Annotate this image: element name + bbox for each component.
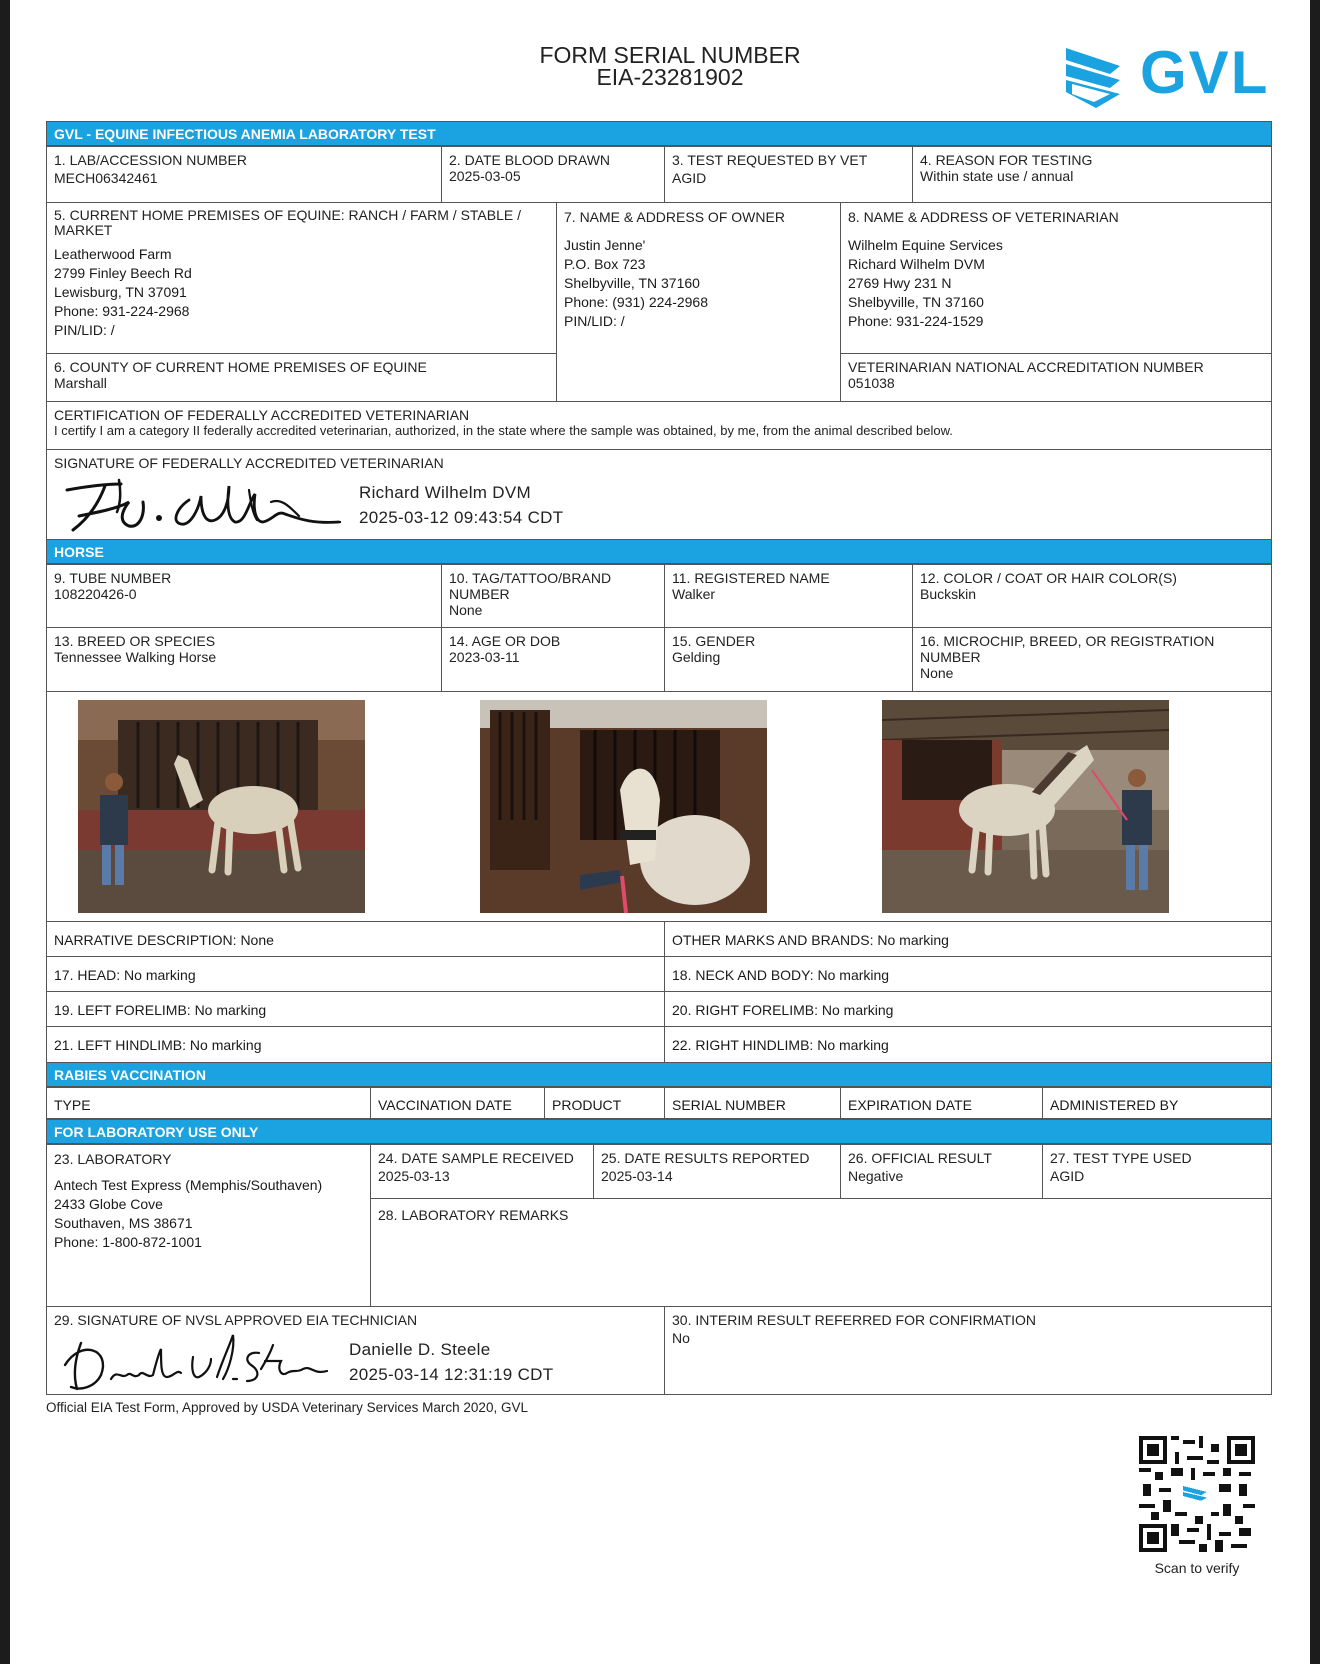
- laboratory-address: [54, 1176, 363, 1252]
- accreditation-value: 051038: [848, 375, 895, 391]
- age-cell: [441, 627, 665, 692]
- microchip-cell: [912, 627, 1272, 692]
- other-marks-value: No marking: [877, 932, 949, 948]
- reason-value: Within state use / annual: [920, 168, 1074, 184]
- right-hindlimb-label: 22. RIGHT HINDLIMB:: [672, 1037, 814, 1053]
- narrative-value: None: [240, 932, 274, 948]
- breed-label: 13. BREED OR SPECIES: [54, 633, 216, 649]
- received-value: 2025-03-13: [378, 1168, 450, 1184]
- gender-label: 15. GENDER: [672, 633, 756, 649]
- owner-line: Shelbyville, TN 37160: [564, 275, 700, 291]
- vet-signature-cell: [46, 449, 1272, 540]
- premises-line: Leatherwood Farm: [54, 246, 172, 262]
- narrative-label: NARRATIVE DESCRIPTION:: [54, 932, 237, 948]
- laboratory-cell: [46, 1144, 371, 1307]
- vet-address: [848, 236, 1264, 331]
- vet-line: Richard Wilhelm DVM: [848, 256, 985, 272]
- color-value: Buckskin: [920, 586, 977, 602]
- premises-line: PIN/LID: /: [54, 322, 115, 338]
- right-forelimb-value: No marking: [821, 1002, 894, 1018]
- interim-value: No: [672, 1330, 690, 1346]
- laboratory-line: Southaven, MS 38671: [54, 1215, 193, 1231]
- reported-value: 2025-03-14: [601, 1168, 673, 1184]
- official-result-value: Negative: [848, 1168, 904, 1184]
- vet-signature-label: SIGNATURE OF FEDERALLY ACCREDITED VETERINARIAN: [54, 455, 444, 471]
- certification-label: CERTIFICATION OF FEDERALLY ACCREDITED VETERINARIAN: [54, 407, 470, 423]
- gvl-logo-icon: [1062, 44, 1124, 110]
- other-marks-label: OTHER MARKS AND BRANDS:: [672, 932, 874, 948]
- owner-label: 7. NAME & ADDRESS OF OWNER: [564, 209, 785, 225]
- lab-remarks-label: 28. LABORATORY REMARKS: [378, 1207, 569, 1223]
- vet-signature-name: Richard Wilhelm DVM: [359, 483, 531, 502]
- date-drawn-cell: [441, 146, 665, 203]
- breed-value: Tennessee Walking Horse: [54, 649, 217, 665]
- premises-address: [54, 245, 549, 340]
- reason-cell: [912, 146, 1272, 203]
- accreditation-cell: [840, 353, 1272, 402]
- owner-address: [564, 236, 833, 331]
- left-hindlimb-cell: [46, 1026, 665, 1063]
- accession-value: MECH06342461: [54, 170, 158, 186]
- reason-label: 4. REASON FOR TESTING: [920, 152, 1093, 168]
- test-requested-label: 3. TEST REQUESTED BY VET: [672, 152, 868, 168]
- accreditation-label: VETERINARIAN NATIONAL ACCREDITATION NUMBER: [848, 359, 1204, 375]
- premises-label: 5. CURRENT HOME PREMISES OF EQUINE: RANCH / FARM / STABLE / MARKET: [54, 207, 521, 238]
- footer-text: Official EIA Test Form, Approved by USDA Veterinary Services March 2020, GVL: [46, 1400, 528, 1415]
- lab-remarks-cell: [370, 1198, 1272, 1307]
- form-page: [10, 0, 1310, 1664]
- official-result-cell: [840, 1144, 1043, 1199]
- owner-line: Phone: (931) 224-2968: [564, 294, 708, 310]
- left-hindlimb-label: 21. LEFT HINDLIMB:: [54, 1037, 187, 1053]
- registered-name-label: 11. REGISTERED NAME: [672, 570, 830, 586]
- tech-signature-label: 29. SIGNATURE OF NVSL APPROVED EIA TECHNICIAN: [54, 1312, 418, 1328]
- owner-line: Justin Jenne': [564, 237, 646, 253]
- right-forelimb-label: 20. RIGHT FORELIMB:: [672, 1002, 818, 1018]
- rabies-col-product: PRODUCT: [544, 1087, 665, 1119]
- owner-line: PIN/LID: /: [564, 313, 625, 329]
- microchip-label: 16. MICROCHIP, BREED, OR REGISTRATION NUMBER: [920, 633, 1215, 665]
- left-hindlimb-value: No marking: [189, 1037, 262, 1053]
- tech-signature-name: Danielle D. Steele: [349, 1340, 491, 1359]
- qr-code-icon[interactable]: [1139, 1436, 1255, 1552]
- official-result-label: 26. OFFICIAL RESULT: [848, 1150, 992, 1166]
- gender-value: Gelding: [672, 649, 721, 665]
- left-forelimb-label: 19. LEFT FORELIMB:: [54, 1002, 191, 1018]
- right-hindlimb-value: No marking: [817, 1037, 889, 1053]
- registered-name-cell: [664, 564, 913, 628]
- horse-photo-right: [882, 700, 1169, 913]
- reported-cell: [593, 1144, 841, 1199]
- vet-line: Wilhelm Equine Services: [848, 237, 1003, 253]
- tech-signature-cell: [46, 1306, 665, 1395]
- narrative-cell: [46, 921, 665, 957]
- gvl-logo: [1062, 39, 1282, 108]
- head-cell: [46, 956, 665, 992]
- tech-signature-image: [61, 1329, 331, 1395]
- tech-signature-timestamp: 2025-03-14 12:31:19 CDT: [349, 1365, 554, 1384]
- vet-line: 2769 Hwy 231 N: [848, 275, 952, 291]
- test-type-label: 27. TEST TYPE USED: [1050, 1150, 1192, 1166]
- right-hindlimb-cell: [664, 1026, 1272, 1063]
- owner-line: P.O. Box 723: [564, 256, 646, 272]
- premises-line: Phone: 931-224-2968: [54, 303, 190, 319]
- breed-cell: [46, 627, 442, 692]
- tube-value: 108220426-0: [54, 586, 137, 602]
- vet-signature-image: [59, 472, 349, 536]
- received-cell: [370, 1144, 594, 1199]
- logo-text: GVL: [1140, 39, 1270, 106]
- serial-label: FORM SERIAL NUMBER: [539, 42, 801, 68]
- tag-value: None: [449, 602, 483, 618]
- rabies-col-vaccination-date: VACCINATION DATE: [370, 1087, 545, 1119]
- section-lab-title: FOR LABORATORY USE ONLY: [46, 1119, 1272, 1144]
- vet-cell: [840, 202, 1272, 354]
- interim-label: 30. INTERIM RESULT REFERRED FOR CONFIRMATION: [672, 1312, 1037, 1328]
- serial-number: EIA-23281902: [596, 64, 744, 90]
- tube-label: 9. TUBE NUMBER: [54, 570, 172, 586]
- tube-cell: [46, 564, 442, 628]
- certification-cell: [46, 401, 1272, 450]
- left-forelimb-value: No marking: [194, 1002, 267, 1018]
- horse-photo-left: [78, 700, 365, 913]
- laboratory-label: 23. LABORATORY: [54, 1151, 172, 1167]
- section-test-title: GVL - EQUINE INFECTIOUS ANEMIA LABORATORY TEST: [46, 121, 1272, 146]
- rabies-col-serial: SERIAL NUMBER: [664, 1087, 841, 1119]
- neck-body-label: 18. NECK AND BODY:: [672, 967, 814, 983]
- section-horse-title: HORSE: [46, 539, 1272, 564]
- right-forelimb-cell: [664, 991, 1272, 1027]
- accession-label: 1. LAB/ACCESSION NUMBER: [54, 152, 247, 168]
- test-type-value: AGID: [1050, 1168, 1085, 1184]
- registered-name-value: Walker: [672, 586, 716, 602]
- received-label: 24. DATE SAMPLE RECEIVED: [378, 1150, 574, 1166]
- neck-body-value: No marking: [817, 967, 890, 983]
- left-forelimb-cell: [46, 991, 665, 1027]
- age-label: 14. AGE OR DOB: [449, 633, 561, 649]
- owner-cell: [556, 202, 841, 402]
- horse-photo-center: [480, 700, 767, 913]
- section-rabies-title: RABIES VACCINATION: [46, 1062, 1272, 1087]
- head-label: 17. HEAD:: [54, 967, 121, 983]
- color-label: 12. COLOR / COAT OR HAIR COLOR(S): [920, 570, 1177, 586]
- certification-text: I certify I am a category II federally accredited veterinarian, authorized, in the state where the sample was obtained, by me, from the animal described below.: [54, 423, 953, 438]
- tag-cell: [441, 564, 665, 628]
- tech-signature-info: [349, 1337, 553, 1387]
- county-label: 6. COUNTY OF CURRENT HOME PREMISES OF EQUINE: [54, 359, 427, 375]
- neck-body-cell: [664, 956, 1272, 992]
- age-value: 2023-03-11: [449, 649, 520, 665]
- rabies-col-type: TYPE: [46, 1087, 371, 1119]
- test-type-cell: [1042, 1144, 1272, 1199]
- vet-line: Shelbyville, TN 37160: [848, 294, 984, 310]
- interim-cell: [664, 1306, 1272, 1395]
- laboratory-line: 2433 Globe Cove: [54, 1196, 163, 1212]
- head-value: No marking: [124, 967, 196, 983]
- scan-to-verify: Scan to verify: [1154, 1560, 1240, 1576]
- microchip-value: None: [920, 665, 954, 681]
- county-cell: [46, 353, 557, 402]
- accession-cell: [46, 146, 442, 203]
- vet-signature-info: [359, 480, 563, 530]
- vet-line: Phone: 931-224-1529: [848, 313, 984, 329]
- rabies-col-expiration: EXPIRATION DATE: [840, 1087, 1043, 1119]
- premises-line: 2799 Finley Beech Rd: [54, 265, 192, 281]
- test-requested-value: AGID: [672, 170, 707, 186]
- county-value: Marshall: [54, 375, 107, 391]
- vet-label: 8. NAME & ADDRESS OF VETERINARIAN: [848, 209, 1119, 225]
- premises-cell: [46, 202, 557, 354]
- test-requested-cell: [664, 146, 913, 203]
- date-drawn-label: 2. DATE BLOOD DRAWN: [449, 152, 611, 168]
- laboratory-line: Phone: 1-800-872-1001: [54, 1234, 202, 1250]
- gender-cell: [664, 627, 913, 692]
- premises-line: Lewisburg, TN 37091: [54, 284, 187, 300]
- color-cell: [912, 564, 1272, 628]
- tag-label: 10. TAG/TATTOO/BRAND NUMBER: [449, 570, 612, 602]
- reported-label: 25. DATE RESULTS REPORTED: [601, 1150, 810, 1166]
- other-marks-cell: [664, 921, 1272, 957]
- vet-signature-timestamp: 2025-03-12 09:43:54 CDT: [359, 508, 564, 527]
- rabies-col-administered: ADMINISTERED BY: [1042, 1087, 1272, 1119]
- laboratory-line: Antech Test Express (Memphis/Southaven): [54, 1177, 323, 1193]
- date-drawn-value: 2025-03-05: [449, 168, 521, 184]
- form-serial: [430, 44, 910, 88]
